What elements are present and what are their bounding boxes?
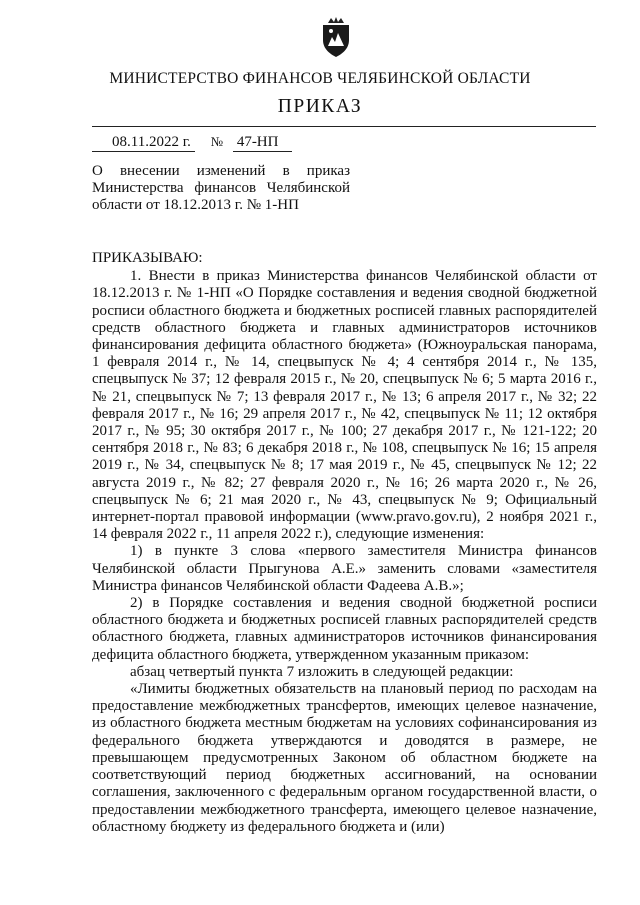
order-body [92, 250, 597, 836]
order-date-line [92, 134, 292, 152]
ministry-name: МИНИСТЕРСТВО ФИНАНСОВ ЧЕЛЯБИНСКОЙ ОБЛАСТИ [109, 70, 531, 87]
coat-of-arms-emblem [319, 16, 353, 58]
order-number-label: № [210, 134, 224, 149]
order-date: 08.11.2022 г. [92, 134, 195, 152]
paragraph-4: абзац четвертый пункта 7 изложить в следующей редакции: [130, 663, 514, 680]
paragraph-2: 1) в пункте 3 слова «первого заместителя Министра финансов Челябинской области Прыгунова А.Е.» заменить словами «заместителя Министра финансов Челябинской области Фадеева А.В.»; [92, 543, 597, 594]
paragraph-1: 1. Внести в приказ Министерства финансов Челябинской области от 18.12.2013 г. № 1-НП «О Порядке составления и ведения сводной бюджетной росписи областного бюджета и бюджетных росписей главных распорядителей средств областного бюджета и главных администраторов источников финансирования дефицита областного бюджета» (Южноуральская панорама, 1 февраля 2014 г., № 14, спецвыпуск № 4; 4 сентября 2014 г., № 135, спецвыпуск № 37; 12 февраля 2015 г., № 20, спецвыпуск № 6; 5 марта 2016 г., № 21, спецвыпуск № 7; 13 февраля 2017 г., № 13; 6 апреля 2017 г., № 32; 22 февраля 2017 г., № 16; 29 апреля 2017 г., № 42, спецвыпуск № 11; 12 октября 2017 г., № 95; 30 октября 2017 г., № 100; 27 декабря 2017 г., № 121-122; 20 сентября 2018 г., № 83; 6 декабря 2018 г., № 108, спецвыпуск № 16; 15 апреля 2019 г., № 34, спецвыпуск № 8; 17 мая 2019 г., № 45, спецвыпуск № 12; 22 августа 2019 г., № 82; 27 февраля 2020 г., № 16; 26 марта 2020 г., № 26, спецвыпуск № 6; 21 мая 2020 г., № 43, спецвыпуск № 9; Официальный интернет-портал правовой информации (www.pravo.gov.ru), 2 ноября 2021 г., 14 февраля 2022 г., 11 апреля 2022 г.), следующие изменения: [92, 268, 597, 543]
order-directive: ПРИКАЗЫВАЮ: [92, 250, 203, 266]
order-number: 47-НП [233, 134, 293, 152]
document-title: ПРИКАЗ [277, 96, 363, 117]
header-divider [92, 126, 596, 127]
paragraph-5: «Лимиты бюджетных обязательств на плановый период по расходам на предоставление межбюджетных трансфертов, имеющих целевое назначение, из областного бюджета местным бюджетам на условиях софинансирования из федерального бюджета утверждаются и доводятся в размере, не превышающем предусмотренных Законом об областном бюджете на соответствующий период бюджетных ассигнований, на основании соглашения, заключенного с федеральным органом государственной власти, о предоставлении межбюджетного трансферта, имеющего целевое назначение, областному бюджету из федерального бюджета и (или) [92, 681, 597, 835]
paragraph-3: 2) в Порядке составления и ведения сводной бюджетной росписи областного бюджета и бюджетных росписей главных распорядителей средств областного бюджета, главных администраторов источников финансирования дефицита областного бюджета, утвержденном указанным приказом: [92, 595, 597, 663]
order-subject: О внесении изменений в приказ Министерства финансов Челябинской области от 18.12.2013 г. № 1-НП [92, 163, 350, 213]
